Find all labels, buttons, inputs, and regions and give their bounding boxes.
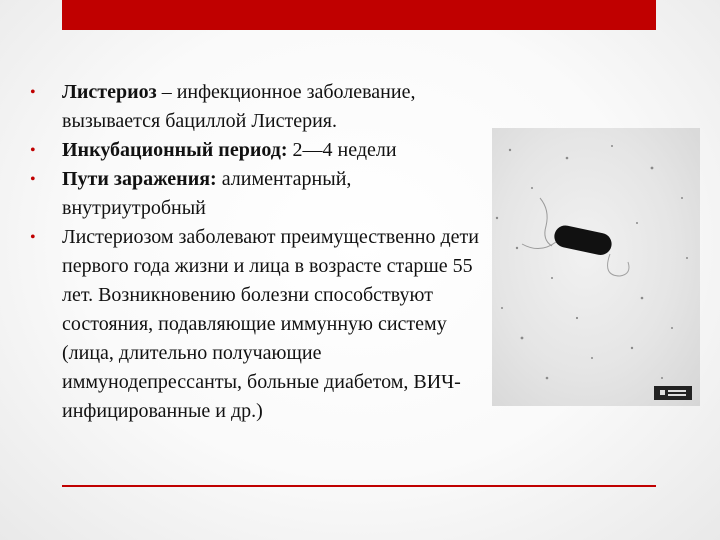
bullet-text: – инфекционное заболевание, вызывается бациллой Листерия. — [62, 81, 416, 132]
bullet-item — [30, 136, 490, 165]
bullet-term: Листериоз — [62, 81, 157, 103]
micrograph-image — [492, 128, 700, 406]
footer-rule — [62, 485, 656, 487]
bullet-term: Инкубационный период: — [62, 139, 288, 161]
bullet-icon: • — [30, 142, 36, 159]
bullet-icon: • — [30, 84, 36, 101]
bullet-term: Пути заражения: — [62, 168, 217, 190]
header-accent-bar — [62, 0, 656, 30]
micrograph-svg — [492, 128, 700, 406]
bullet-icon: • — [30, 171, 36, 188]
bullet-item — [30, 78, 490, 136]
bullet-icon: • — [30, 229, 36, 246]
bullet-text: алиментарный, внутриутробный — [62, 168, 352, 219]
bullet-text: Листериозом заболевают преимущественно дети первого года жизни и лица в возрасте старше 55 лет. Возникновению болезни способствуют состояния, подавляющие иммунную систему (лица, длительно получающие иммунодепрессанты, больные диабетом, ВИЧ-инфицированные и др.) — [62, 226, 479, 422]
bullet-item — [30, 223, 490, 426]
bullet-item — [30, 165, 490, 223]
bullet-text: 2—4 недели — [287, 139, 397, 161]
bullet-list — [30, 78, 490, 426]
